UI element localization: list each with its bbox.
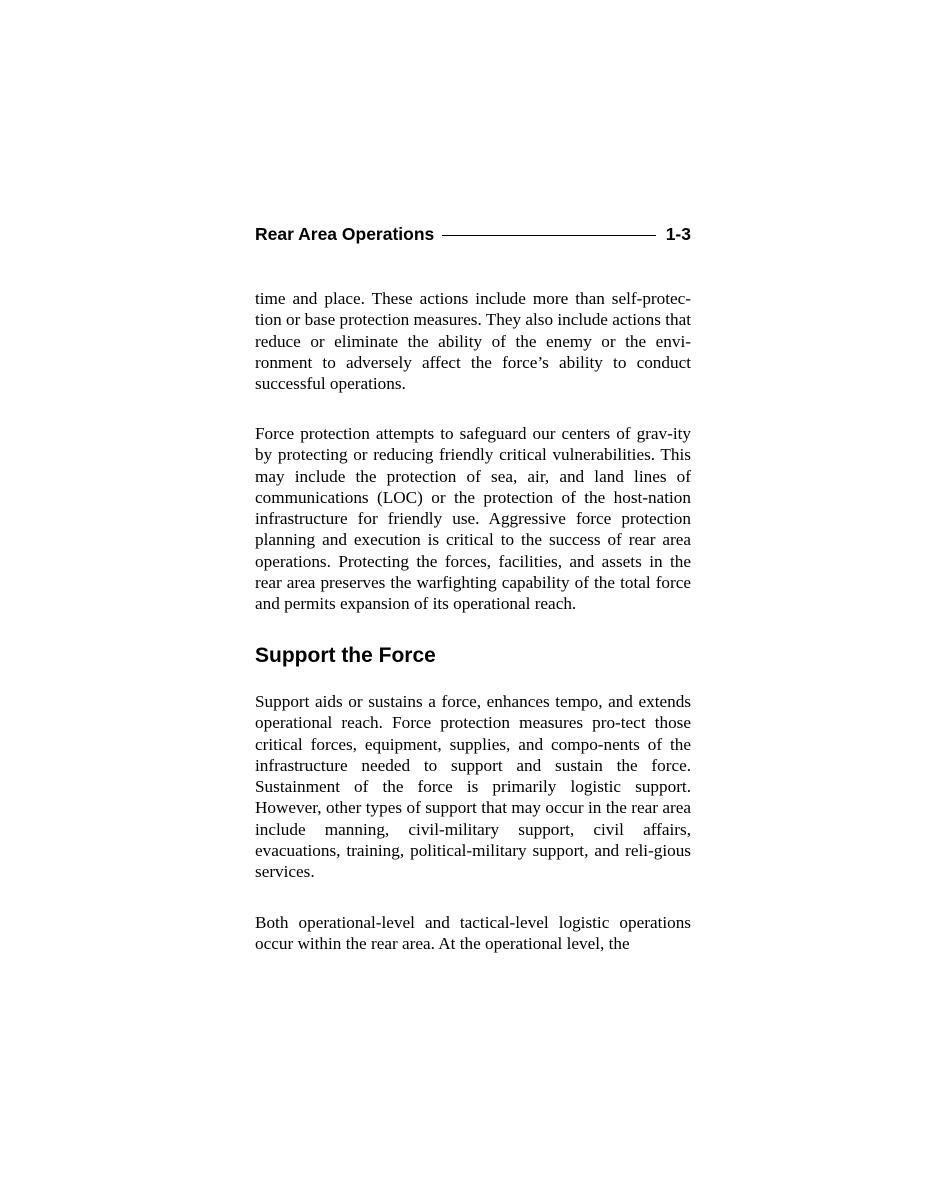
paragraph: time and place. These actions include more than self-protec-tion or base protection measures. They also include actions that reduce or eliminate the ability of the enemy or the envi-ronment to adversely affect the force’s ability to conduct successful operations. bbox=[255, 289, 691, 394]
header-title: Rear Area Operations bbox=[255, 223, 435, 244]
paragraph: Both operational-level and tactical-level logistic operations occur within the rear area. At the operational level, the bbox=[255, 913, 691, 954]
running-header bbox=[255, 222, 691, 246]
header-rule bbox=[442, 235, 655, 236]
paragraph: Force protection attempts to safeguard our centers of grav-ity by protecting or reducing friendly critical vulnerabilities. This may include the protection of sea, air, and land lines of communications (LOC) or the protection of the host-nation infrastructure for friendly use. Aggressive force protection planning and execution is critical to the success of rear area operations. Protecting the forces, facilities, and assets in the rear area preserves the warfighting capability of the total force and permits expansion of its operational reach. bbox=[255, 424, 691, 614]
section-heading: Support the Force bbox=[255, 644, 436, 667]
page-number: 1-3 bbox=[665, 223, 691, 244]
paragraph: Support aids or sustains a force, enhances tempo, and extends operational reach. Force protection measures pro-tect those critical forces, equipment, supplies, and compo-nents of the infrastructure needed to support and sustain the force. Sustainment of the force is primarily logistic support. However, other types of support that may occur in the rear area include manning, civil-military support, civil affairs, evacuations, training, political-military support, and reli-gious services. bbox=[255, 692, 691, 882]
